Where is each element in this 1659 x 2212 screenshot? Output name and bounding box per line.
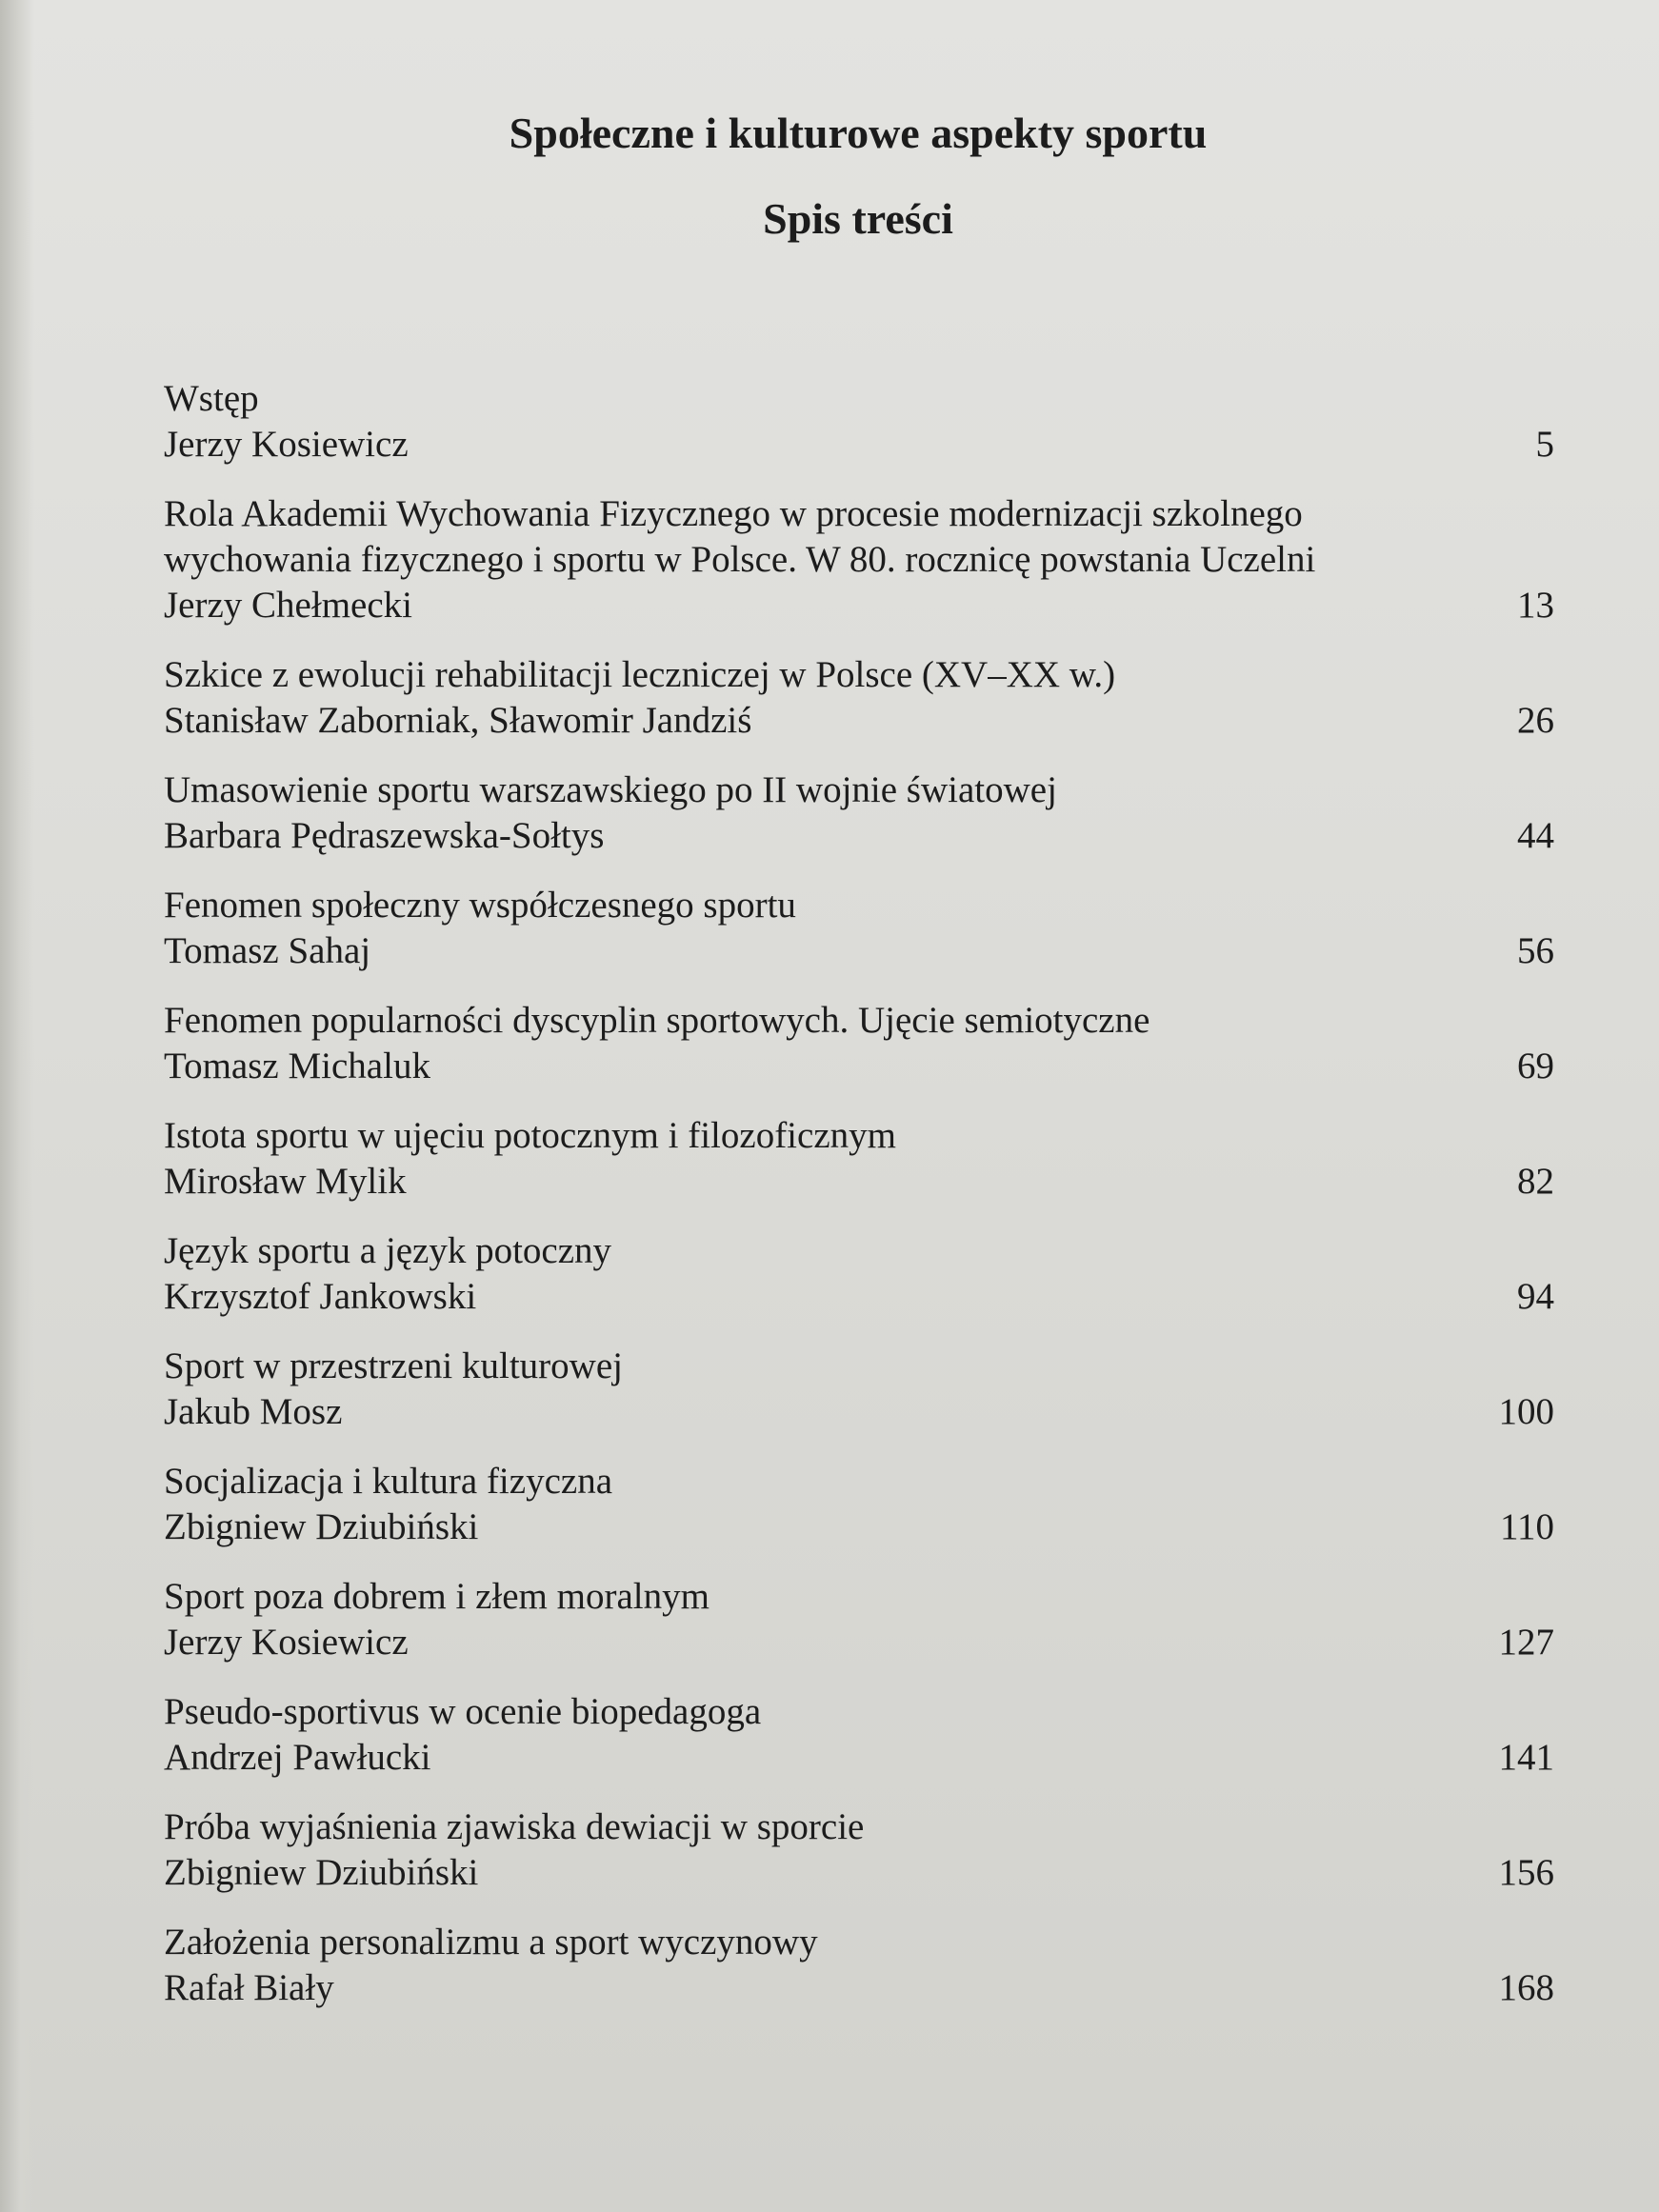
entry-title: Socjalizacja i kultura fizyczna xyxy=(164,1461,613,1502)
toc-entry xyxy=(164,767,1554,859)
page-header xyxy=(0,105,1659,248)
entry-page-number: 69 xyxy=(1517,1046,1554,1086)
entry-page-number: 100 xyxy=(1498,1391,1554,1432)
entry-author: Jerzy Chełmecki xyxy=(164,585,412,626)
entry-author: Zbigniew Dziubiński xyxy=(164,1852,479,1893)
entry-title: Wstęp xyxy=(164,378,259,419)
entry-page-number: 82 xyxy=(1517,1161,1554,1202)
toc-entry xyxy=(164,1689,1554,1781)
entry-author: Zbigniew Dziubiński xyxy=(164,1506,479,1547)
entry-page-number: 168 xyxy=(1498,1967,1554,2008)
toc-entry xyxy=(164,1113,1554,1205)
entry-title: Istota sportu w ujęciu potocznym i filozoficznym xyxy=(164,1115,896,1156)
toc-entry xyxy=(164,998,1554,1089)
entry-author: Krzysztof Jankowski xyxy=(164,1276,477,1317)
entry-page-number: 110 xyxy=(1499,1506,1554,1547)
entry-author: Jerzy Kosiewicz xyxy=(164,1622,409,1663)
entry-author: Stanisław Zaborniak, Sławomir Jandziś xyxy=(164,700,752,741)
entry-page-number: 141 xyxy=(1498,1737,1554,1778)
toc-entry xyxy=(164,1228,1554,1320)
entry-title: Założenia personalizmu a sport wyczynowy xyxy=(164,1922,818,1963)
entry-page-number: 5 xyxy=(1535,424,1554,465)
entry-page-number: 44 xyxy=(1517,815,1554,856)
entry-author: Andrzej Pawłucki xyxy=(164,1737,431,1778)
toc-entry xyxy=(164,1459,1554,1550)
toc-entry xyxy=(164,883,1554,974)
toc-entry xyxy=(164,1920,1554,2011)
entry-title: Umasowienie sportu warszawskiego po II wojnie światowej xyxy=(164,769,1057,810)
entry-page-number: 127 xyxy=(1498,1622,1554,1663)
entry-title: Fenomen popularności dyscyplin sportowych. Ujęcie semiotyczne xyxy=(164,1000,1150,1041)
entry-author: Tomasz Sahaj xyxy=(164,930,371,971)
entry-title: Sport w przestrzeni kulturowej xyxy=(164,1345,623,1386)
toc-entry xyxy=(164,1804,1554,1896)
page-edge-shadow xyxy=(0,0,34,2212)
entry-author: Tomasz Michaluk xyxy=(164,1046,430,1086)
entry-page-number: 26 xyxy=(1517,700,1554,741)
entry-title-line: wychowania fizycznego i sportu w Polsce. W 80. rocznicę powstania Uczelni xyxy=(164,539,1316,580)
toc-entry xyxy=(164,376,1554,468)
entry-page-number: 94 xyxy=(1517,1276,1554,1317)
toc-entry xyxy=(164,491,1554,628)
entry-title: Język sportu a język potoczny xyxy=(164,1230,612,1271)
toc-entry xyxy=(164,1344,1554,1435)
entry-author: Barbara Pędraszewska-Sołtys xyxy=(164,815,605,856)
entry-page-number: 56 xyxy=(1517,930,1554,971)
toc-title: Spis treści xyxy=(763,194,953,243)
entry-author: Jerzy Kosiewicz xyxy=(164,424,409,465)
entry-title: Sport poza dobrem i złem moralnym xyxy=(164,1576,710,1617)
table-of-contents xyxy=(164,376,1554,2035)
book-title: Społeczne i kulturowe aspekty sportu xyxy=(509,109,1208,157)
entry-author: Rafał Biały xyxy=(164,1967,334,2008)
entry-title: Fenomen społeczny współczesnego sportu xyxy=(164,885,796,926)
entry-title: Szkice z ewolucji rehabilitacji leczniczej w Polsce (XV–XX w.) xyxy=(164,654,1116,695)
toc-entry xyxy=(164,652,1554,744)
entry-title: Pseudo-sportivus w ocenie biopedagoga xyxy=(164,1691,762,1732)
toc-entry xyxy=(164,1574,1554,1665)
entry-author: Mirosław Mylik xyxy=(164,1161,407,1202)
entry-page-number: 13 xyxy=(1517,585,1554,626)
entry-title: Próba wyjaśnienia zjawiska dewiacji w sporcie xyxy=(164,1806,865,1847)
entry-title-line: Rola Akademii Wychowania Fizycznego w procesie modernizacji szkolnego xyxy=(164,493,1303,534)
entry-author: Jakub Mosz xyxy=(164,1391,343,1432)
entry-page-number: 156 xyxy=(1498,1852,1554,1893)
